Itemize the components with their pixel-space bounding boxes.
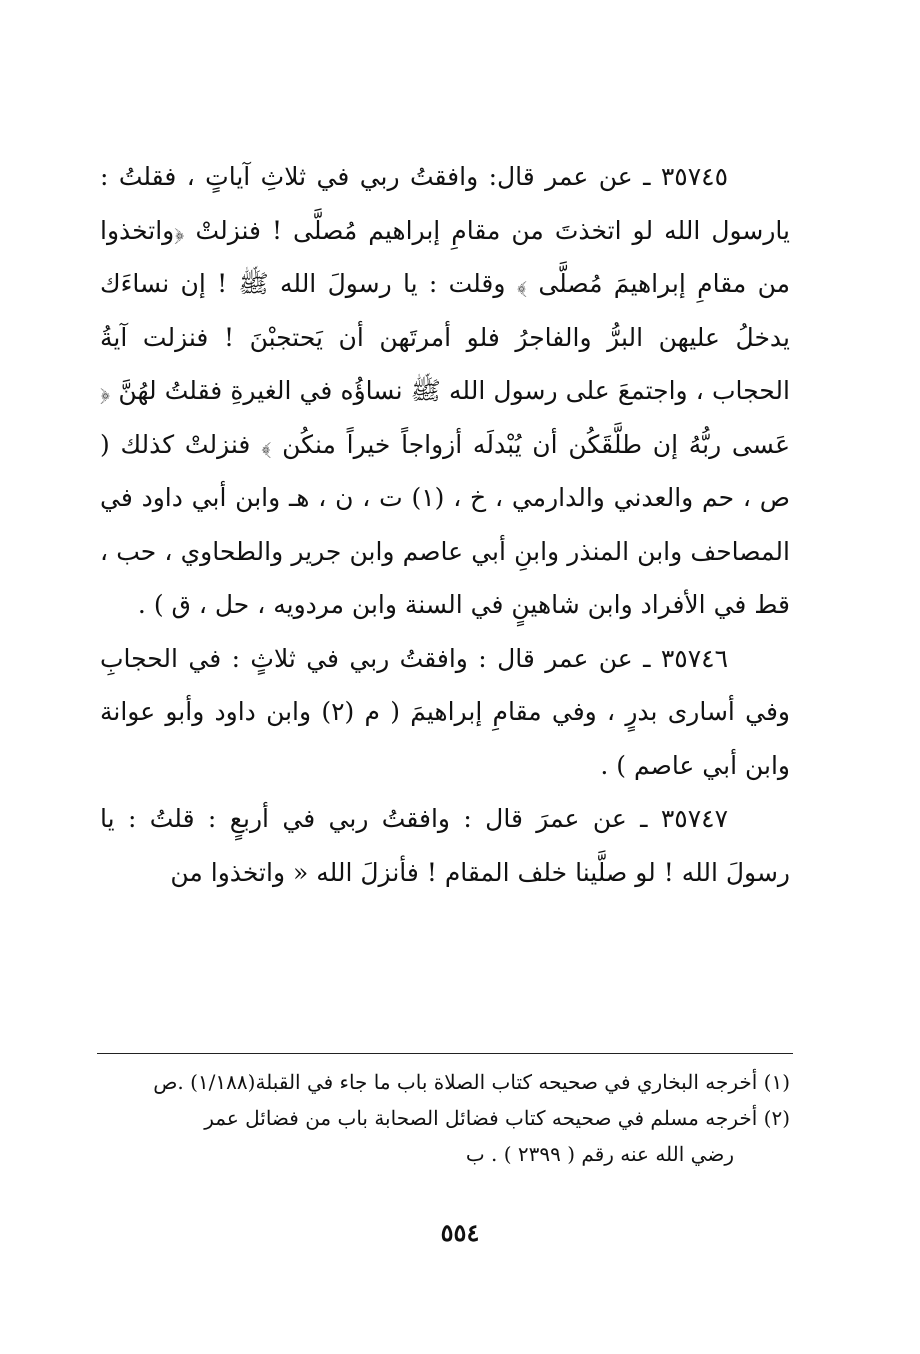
footnote-2: (٢) أخرجه مسلم في صحيحه كتاب فضائل الصحابة باب من فضائل عمر <box>204 1106 790 1130</box>
footnote-1: (١) أخرجه البخاري في صحيحه كتاب الصلاة باب ما جاء في القبلة(١/١٨٨) .ص <box>153 1070 790 1094</box>
main-text <box>100 150 790 899</box>
footnotes <box>100 1064 790 1172</box>
page-number: ٥٥٤ <box>440 1218 480 1247</box>
footnote-separator <box>97 1053 793 1054</box>
hadith-35745: ٣٥٧٤٥ ـ عن عمر قال: وافقتُ ربي في ثلاثِ آياتٍ ، فقلتُ : يارسول الله لو اتخذتَ من مقامِ إبراهيم مُصلَّى ! فنزلتْ ﴿واتخذوا من مقامِ إبراهيمَ مُصلَّى ﴾ وقلت : يا رسولَ الله ﷺ ! إن نساءَك يدخلُ عليهن البرُّ والفاجرُ فلو أمرتَهن أن يَحتجبْنَ ! فنزلت آيةُ الحجاب ، واجتمعَ على رسول الله ﷺ نساؤُه في الغيرةِ فقلتُ لهُنَّ ﴿ عَسى ربُّهُ إن طلَّقَكُن أن يُبْدلَه أزواجاً خيراً منكُن ﴾ فنزلتْ كذلك ( ص ، حم والعدني والدارمي ، خ ، (١) ت ، ن ، هـ وابن أبي داود في المصاحف وابن المنذر وابنِ أبي عاصم وابن جرير والطحاوي ، حب ، قط في الأفراد وابن شاهينٍ في السنة وابن مردويه ، حل ، ق ) . <box>100 162 790 619</box>
hadith-35747: ٣٥٧٤٧ ـ عن عمرَ قال : وافقتُ ربي في أربعٍ : قلتُ : يا رسولَ الله ! لو صلَّينا خلف المقام ! فأنزلَ الله « واتخذوا من <box>100 804 790 887</box>
hadith-35746: ٣٥٧٤٦ ـ عن عمر قال : وافقتُ ربي في ثلاثٍ : في الحجابِ وفي أسارى بدرٍ ، وفي مقامِ إبراهيمَ ( م (٢) وابن داود وأبو عوانة وابن أبي عاصم ) . <box>100 643 790 780</box>
footnote-2-continuation: رضي الله عنه رقم ( ٢٣٩٩ ) . ب <box>465 1142 734 1166</box>
